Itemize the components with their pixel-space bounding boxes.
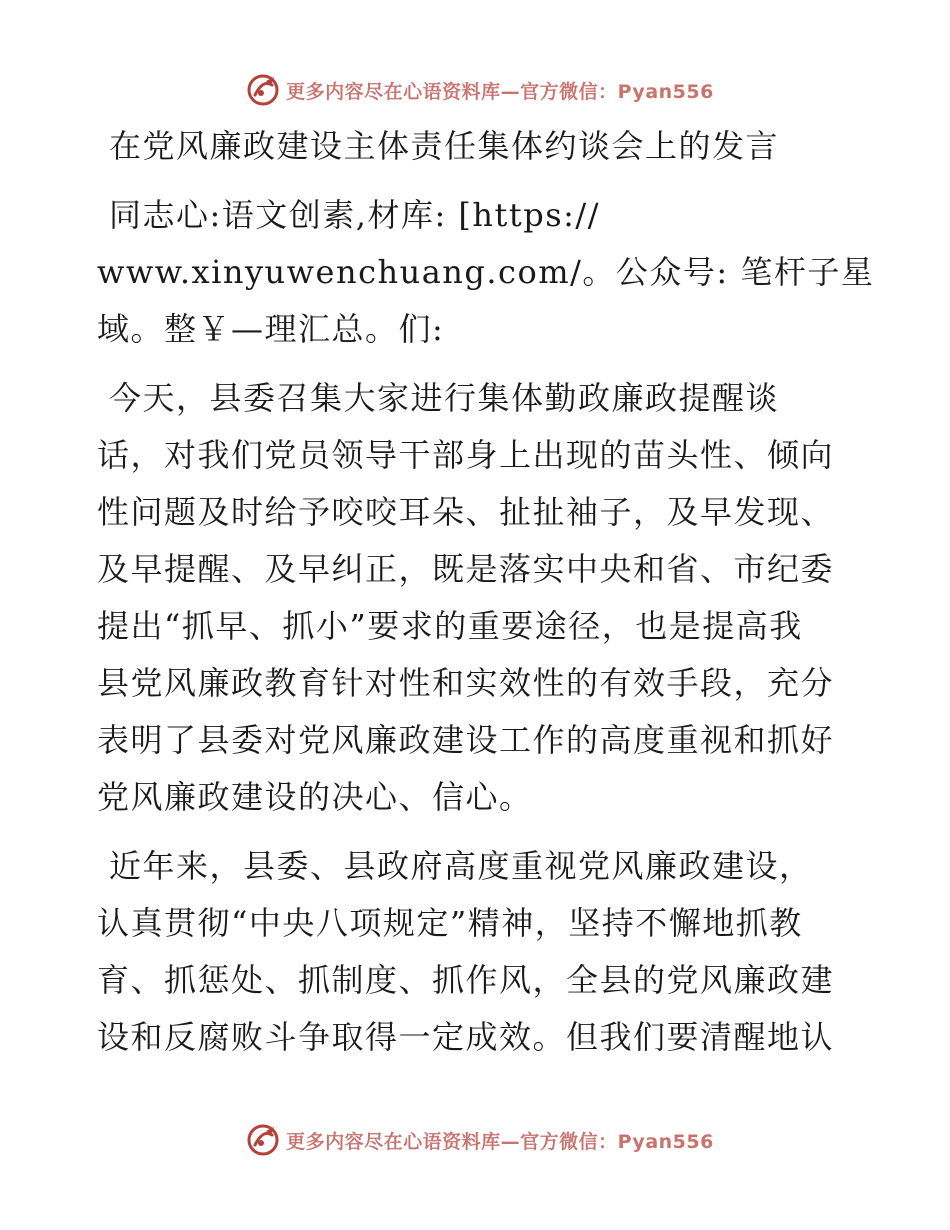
paragraph-line: 今天，县委召集大家进行集体勤政廉政提醒谈 (109, 379, 780, 417)
header-banner-content (246, 73, 714, 107)
paragraph-line: 设和反腐败斗争取得一定成效。但我们要清醒地认 (97, 1018, 835, 1056)
paragraph-line: 性问题及时给予咬咬耳朵、扯扯袖子，及早发现、 (97, 493, 835, 531)
paragraph-line: 育、抓惩处、抓制度、抓作风，全县的党风廉政建 (97, 961, 835, 999)
salutation-line: 同志心:语文创素,材库: [https:// (109, 196, 600, 234)
paragraph-line: 话，对我们党员领导干部身上出现的苗头性、倾向 (97, 436, 835, 474)
footer-banner (0, 1120, 950, 1160)
paragraph-line: 表明了县委对党风廉政建设工作的高度重视和抓好 (97, 721, 835, 759)
logo-icon (246, 1123, 280, 1157)
logo-icon (246, 73, 280, 107)
paragraph-line: 党风廉政建设的决心、信心。 (97, 778, 533, 816)
paragraph-line: 县党风廉政教育针对性和实效性的有效手段，充分 (97, 664, 835, 702)
salutation-line: 域。整￥—理汇总。们: (97, 310, 445, 348)
document-body (97, 118, 875, 1066)
paragraph-line: 及早提醒、及早纠正，既是落实中央和省、市纪委 (97, 550, 835, 588)
header-banner (0, 70, 950, 110)
salutation-line: www.xinyuwenchuang.com/。公众号: 笔杆子星 (97, 253, 875, 291)
paragraph-line: 提出“抓早、抓小”要求的重要途径，也是提高我 (97, 607, 803, 645)
paragraph-line: 认真贯彻“中央八项规定”精神，坚持不懈地抓教 (97, 904, 803, 942)
footer-banner-text: 更多内容尽在心语资料库—官方微信：Pyan556 (286, 1130, 714, 1153)
header-banner-text: 更多内容尽在心语资料库—官方微信：Pyan556 (286, 80, 714, 103)
footer-banner-content (246, 1123, 714, 1157)
paragraph-line: 近年来，县委、县政府高度重视党风廉政建设， (109, 847, 813, 885)
document-title: 在党风廉政建设主体责任集体约谈会上的发言 (109, 127, 780, 165)
